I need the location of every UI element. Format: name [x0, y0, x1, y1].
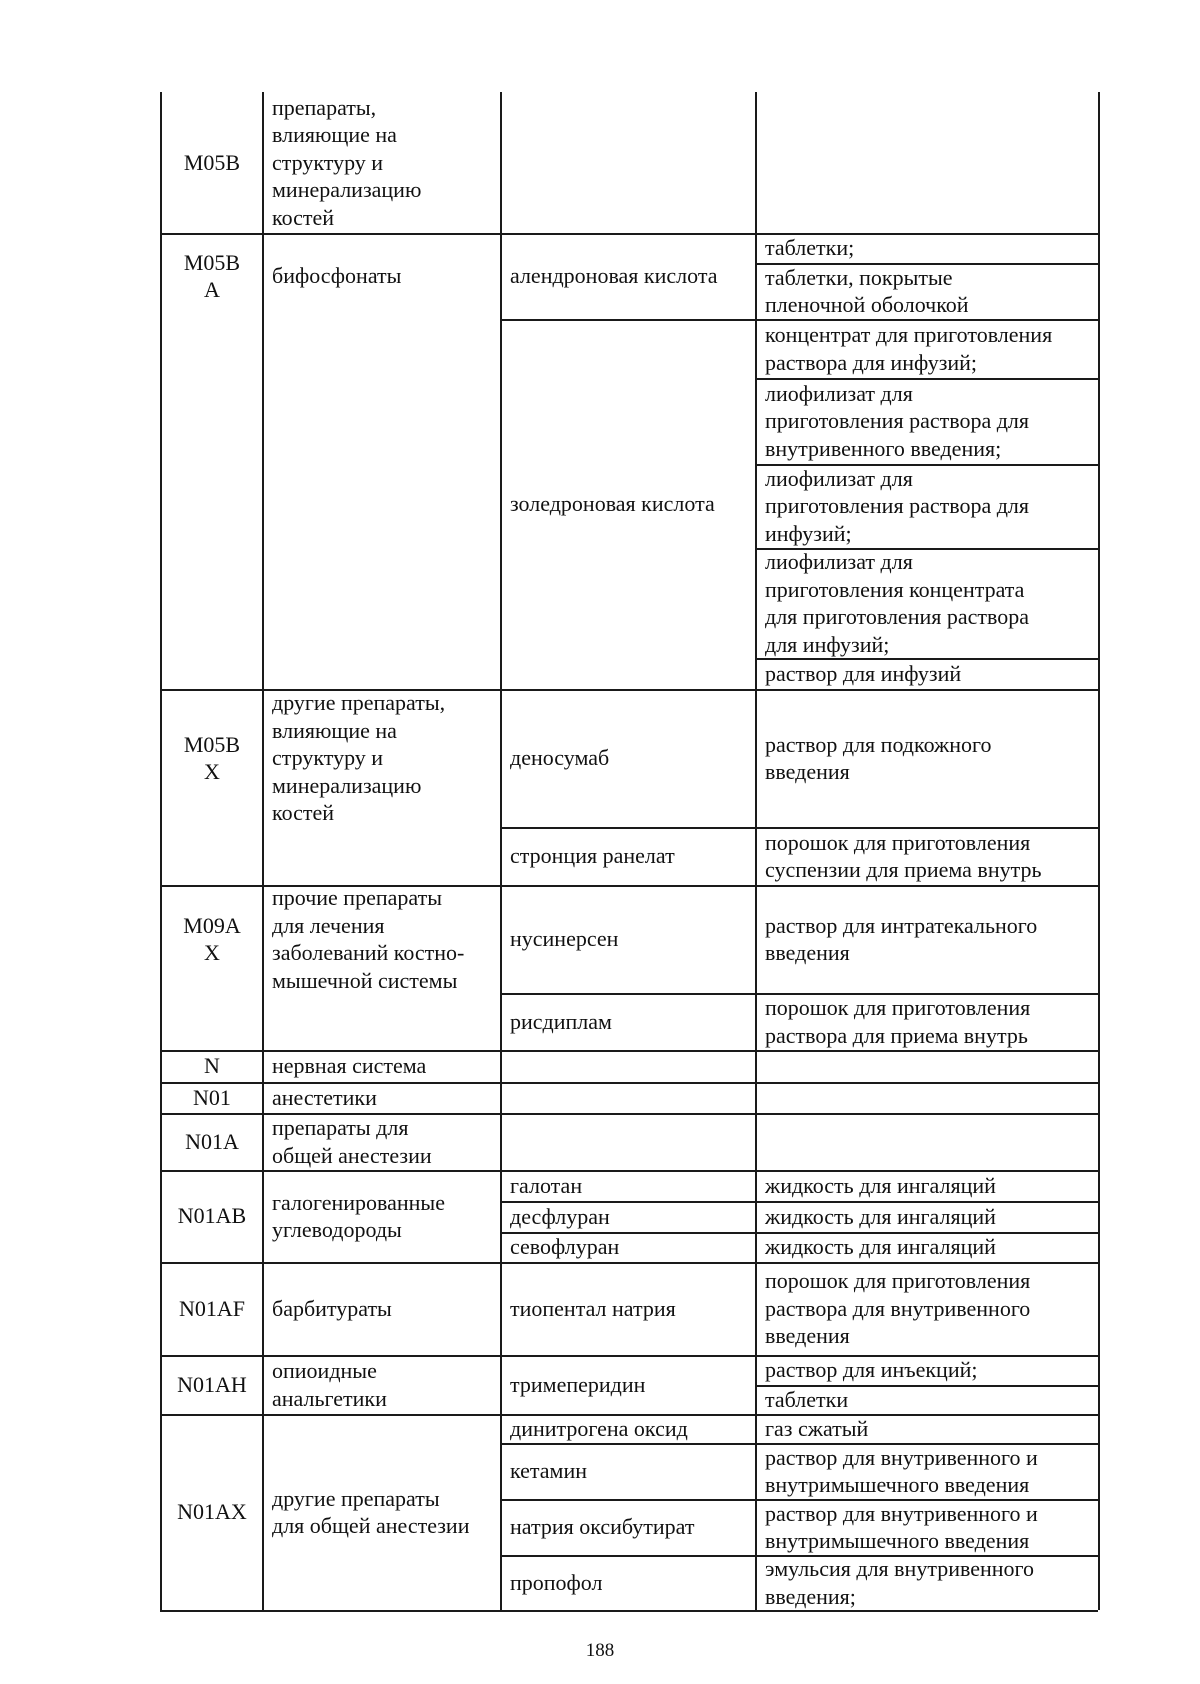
atc-code: M05B X — [183, 731, 241, 784]
atc-code: M05B — [183, 149, 241, 175]
dosage-form: таблетки; — [765, 235, 855, 261]
atc-group-name: другие препараты, влияющие на структуру и минерализацию костей — [272, 690, 446, 826]
column-rule-1 — [262, 92, 264, 1610]
dosage-form: таблетки — [765, 1386, 849, 1412]
atc-code: M05B A — [183, 249, 241, 302]
atc-code: N01A — [185, 1128, 239, 1154]
drug-name: стронция ранелат — [510, 843, 675, 869]
atc-code: N01AB — [177, 1203, 247, 1229]
dosage-form: раствор для внутривенного и внутримышечного введения — [765, 1444, 1038, 1497]
atc-code: N — [204, 1053, 220, 1079]
row-rule — [160, 1610, 1098, 1612]
atc-group-name: препараты, влияющие на структуру и минерализацию костей — [272, 94, 422, 230]
drug-name: рисдиплам — [510, 1008, 612, 1034]
dosage-form: раствор для инфузий — [765, 660, 962, 686]
drug-name: пропофол — [510, 1569, 603, 1595]
drug-name: тиопентал натрия — [510, 1295, 676, 1321]
drug-name: алендроновая кислота — [510, 263, 718, 289]
drug-name: севофлуран — [510, 1234, 620, 1260]
drug-name: кетамин — [510, 1458, 588, 1484]
drug-name: натрия оксибутират — [510, 1514, 695, 1540]
drug-name: деносумаб — [510, 745, 610, 771]
dosage-form: эмульсия для внутривенного введения; — [765, 1556, 1035, 1609]
atc-group-name: бифосфонаты — [272, 263, 402, 289]
drug-name: галотан — [510, 1172, 583, 1198]
dosage-form: порошок для приготовления суспензии для приема внутрь — [765, 829, 1042, 882]
atc-group-name: нервная система — [272, 1053, 427, 1079]
drug-name: динитрогена оксид — [510, 1415, 688, 1441]
atc-group-name: препараты для общей анестезии — [272, 1115, 432, 1168]
dosage-form: порошок для приготовления раствора для внутривенного введения — [765, 1268, 1031, 1349]
dosage-form: концентрат для приготовления раствора для инфузий; — [765, 322, 1053, 375]
dosage-form: раствор для инъекций; — [765, 1357, 978, 1383]
dosage-form: жидкость для ингаляций — [765, 1172, 996, 1198]
atc-code: N01AH — [177, 1371, 247, 1397]
page-number: 188 — [585, 1640, 615, 1661]
atc-code: M09A X — [183, 912, 241, 965]
drug-name: золедроновая кислота — [510, 491, 715, 517]
atc-group-name: прочие препараты для лечения заболеваний костно- мышечной системы — [272, 885, 465, 993]
drug-name: нусинерсен — [510, 926, 619, 952]
dosage-form: раствор для интратекального введения — [765, 912, 1038, 965]
drug-name: тримеперидин — [510, 1371, 646, 1397]
atc-group-name: галогенированные углеводороды — [272, 1189, 445, 1242]
atc-group-name: анестетики — [272, 1084, 377, 1110]
drug-name: десфлуран — [510, 1203, 610, 1229]
atc-group-name: другие препараты для общей анестезии — [272, 1485, 470, 1538]
dosage-form: жидкость для ингаляций — [765, 1234, 996, 1260]
atc-group-name: опиоидные анальгетики — [272, 1358, 387, 1411]
dosage-form: лиофилизат для приготовления раствора для внутривенного введения; — [765, 380, 1029, 461]
dosage-form: порошок для приготовления раствора для приема внутрь — [765, 995, 1031, 1048]
dosage-form: раствор для внутривенного и внутримышечного введения — [765, 1500, 1038, 1553]
atc-code: N01AF — [178, 1295, 245, 1321]
atc-code: N01 — [193, 1084, 231, 1110]
atc-group-name: барбитураты — [272, 1295, 392, 1321]
dosage-form: газ сжатый — [765, 1415, 869, 1441]
dosage-form: таблетки, покрытые пленочной оболочкой — [765, 264, 969, 317]
column-rule-0 — [160, 92, 162, 1610]
dosage-form: лиофилизат для приготовления концентрата для приготовления раствора для инфузий; — [765, 549, 1029, 657]
column-rule-4 — [1098, 92, 1100, 1610]
dosage-form: раствор для подкожного введения — [765, 731, 992, 784]
dosage-form: жидкость для ингаляций — [765, 1203, 996, 1229]
dosage-form: лиофилизат для приготовления раствора для инфузий; — [765, 465, 1029, 546]
atc-code: N01AX — [177, 1499, 247, 1525]
